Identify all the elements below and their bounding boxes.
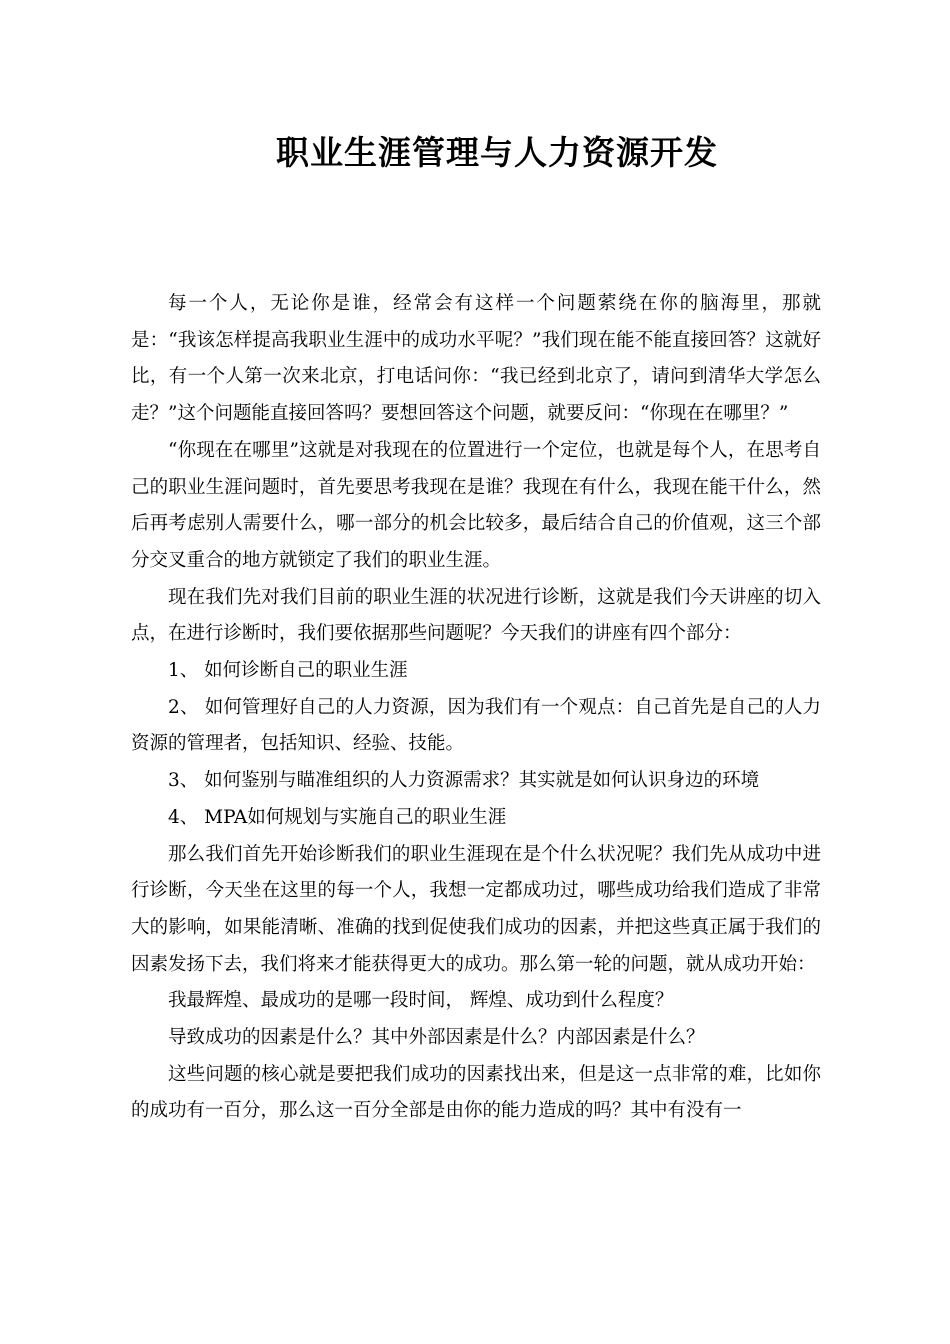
paragraph-core: 这些问题的核心就是要把我们成功的因素找出来，但是这一点非常的难，比如你的成功有一百分，那么这一百分全部是由你的能力造成的吗？其中有没有一 — [131, 1063, 821, 1122]
question-2: 导致成功的因素是什么？其中外部因素是什么？内部因素是什么？ — [168, 1027, 705, 1049]
list-item-4: 4、 MPA如何规划与实施自己的职业生涯 — [168, 806, 507, 828]
list-item-2: 2、 如何管理好自己的人力资源，因为我们有一个观点：自己首先是自己的人力资源的管理者，包括知识、经验、技能。 — [131, 696, 821, 755]
list-item-1: 1、 如何诊断自己的职业生涯 — [168, 660, 408, 682]
document-body — [131, 286, 821, 1130]
paragraph-positioning: “你现在在哪里”这就是对我现在的位置进行一个定位，也就是每个人，在思考自己的职业生涯问题时，首先要思考我现在是谁？我现在有什么，我现在能干什么，然后再考虑别人需要什么，哪一部分的机会比较多，最后结合自己的价值观，这三个部分交叉重合的地方就锁定了我们的职业生涯。 — [131, 439, 821, 571]
question-1: 我最辉煌、最成功的是哪一段时间， 辉煌、成功到什么程度？ — [168, 990, 674, 1012]
paragraph-diagnosis: 现在我们先对我们目前的职业生涯的状况进行诊断，这就是我们今天讲座的切入点，在进行诊断时，我们要依据那些问题呢？今天我们的讲座有四个部分： — [131, 586, 821, 645]
list-item-3: 3、 如何鉴别与瞄准组织的人力资源需求？其实就是如何认识身边的环境 — [168, 770, 760, 792]
document-title: 职业生涯管理与人力资源开发 — [276, 133, 718, 172]
paragraph-success-diagnosis: 那么我们首先开始诊断我们的职业生涯现在是个什么状况呢？我们先从成功中进行诊断，今天坐在这里的每一个人，我想一定都成功过，哪些成功给我们造成了非常大的影响，如果能清晰、准确的找到促使我们成功的因素，并把这些真正属于我们的因素发扬下去，我们将来才能获得更大的成功。那么第一轮的问题，就从成功开始： — [131, 843, 821, 975]
paragraph-intro: 每一个人，无论你是谁，经常会有这样一个问题萦绕在你的脑海里，那就是：“我该怎样提高我职业生涯中的成功水平呢？”我们现在能不能直接回答？这就好比，有一个人第一次来北京，打电话问你：“我已经到北京了，请问到清华大学怎么走？”这个问题能直接回答吗？要想回答这个问题，就要反问：“你现在在哪里？” — [131, 293, 821, 425]
